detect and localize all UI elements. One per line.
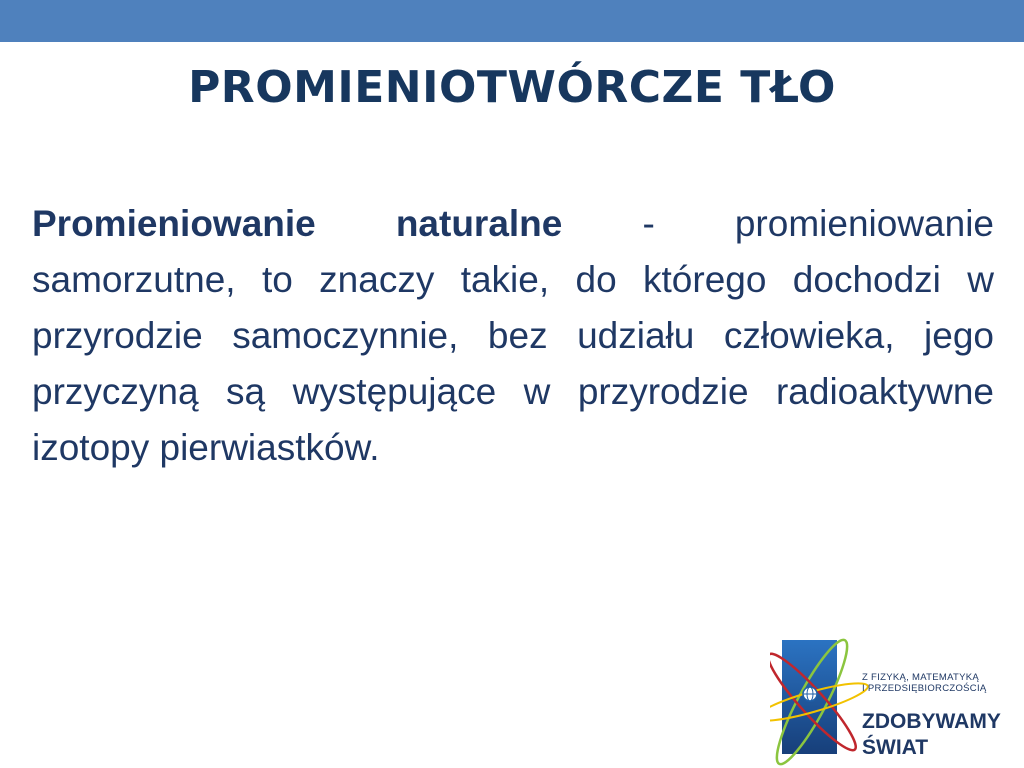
page-title: PROMIENIOTWÓRCZE TŁO <box>188 62 836 113</box>
logo-caption-line: Z FIZYKĄ, MATEMATYKĄ <box>862 672 980 683</box>
definition-body: - promieniowanie samorzutne, to znaczy takie, do którego dochodzi w przyrodzie samoczynnie, bez udziału człowieka, jego przyczyną są występujące w przyrodzie radioaktywne izotopy pierwiastków. <box>32 203 994 468</box>
logo-name-line: ŚWIAT <box>862 736 929 759</box>
definition-term: Promieniowanie naturalne <box>32 203 563 244</box>
logo-caption <box>862 672 987 694</box>
logo-name <box>862 709 1001 761</box>
project-logo <box>770 620 1024 768</box>
header-bar <box>0 0 1024 42</box>
logo-caption-line: I PRZEDSIĘBIORCZOŚCIĄ <box>862 683 987 694</box>
logo-name-line: ZDOBYWAMY <box>862 710 1001 733</box>
definition-paragraph <box>32 196 994 476</box>
